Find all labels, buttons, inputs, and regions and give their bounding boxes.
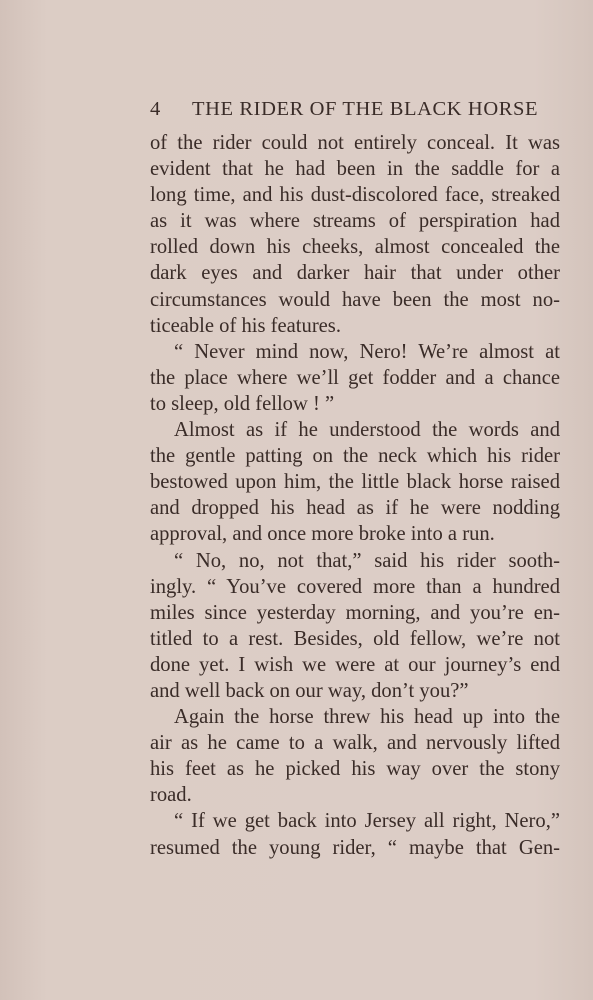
running-header bbox=[150, 98, 539, 121]
text-line: to sleep, old fellow ! ” bbox=[150, 392, 335, 415]
text-line: done yet. I wish we were at our journey’s end bbox=[150, 653, 560, 676]
text-line: the place where we’ll get fodder and a chance bbox=[150, 366, 560, 389]
body-text bbox=[150, 130, 560, 861]
text-line: evident that he had been in the saddle for a bbox=[150, 158, 560, 181]
text-line: miles since yesterday morning, and you’re en- bbox=[150, 601, 560, 624]
text-line: bestowed upon him, the little black horse raised bbox=[150, 471, 560, 494]
text-line: road. bbox=[150, 784, 192, 807]
text-line: his feet as he picked his way over the stony bbox=[150, 758, 560, 781]
text-line: and well back on our way, don’t you?” bbox=[150, 679, 469, 702]
text-line: “ Never mind now, Nero! We’re almost at bbox=[174, 340, 560, 363]
text-line: ingly. “ You’ve covered more than a hundred bbox=[150, 575, 560, 598]
text-line: the gentle patting on the neck which his rider bbox=[150, 445, 560, 468]
text-line: long time, and his dust-discolored face, streaked bbox=[150, 184, 560, 207]
text-line: “ If we get back into Jersey all right, Nero,” bbox=[174, 810, 560, 833]
page-number: 4 bbox=[150, 98, 161, 120]
text-line: rolled down his cheeks, almost concealed the bbox=[150, 236, 560, 259]
text-line: titled to a rest. Besides, old fellow, we’re not bbox=[150, 627, 560, 650]
running-title: THE RIDER OF THE BLACK HORSE bbox=[192, 98, 539, 120]
text-line: ticeable of his features. bbox=[150, 314, 341, 337]
text-line: “ No, no, not that,” said his rider sooth- bbox=[174, 549, 560, 572]
text-line: resumed the young rider, “ maybe that Gen- bbox=[150, 836, 560, 859]
text-line: as it was where streams of perspiration had bbox=[150, 210, 560, 233]
text-line: and dropped his head as if he were nodding bbox=[150, 497, 560, 520]
text-line: dark eyes and darker hair that under other bbox=[150, 262, 560, 285]
text-line: Again the horse threw his head up into the bbox=[174, 706, 560, 729]
text-line: Almost as if he understood the words and bbox=[174, 419, 560, 442]
text-line: air as he came to a walk, and nervously lifted bbox=[150, 732, 560, 755]
text-line: approval, and once more broke into a run. bbox=[150, 523, 495, 546]
text-line: circumstances would have been the most no- bbox=[150, 288, 560, 311]
text-line: of the rider could not entirely conceal. It was bbox=[150, 132, 560, 154]
